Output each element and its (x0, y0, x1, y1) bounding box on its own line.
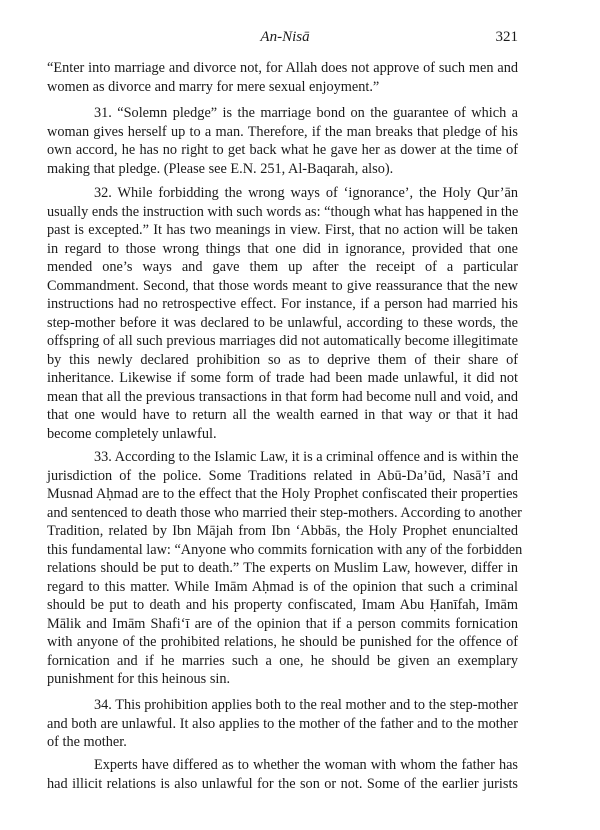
text-line: this fundamental law: “Anyone who commits fornication with any of the forbidden (47, 541, 523, 558)
text-line: past is excepted.” It has two meanings in view. First, that no action will be taken (47, 222, 518, 238)
text-line: 32. While forbidding the wrong ways of ‘ignorance’, the Holy Qur’ān (94, 185, 518, 201)
text-line: punishment for this heinous sin. (47, 671, 231, 687)
text-line: offspring of all such previous marriages did not automatically become illegitimate (47, 333, 518, 349)
text-line: mean that all the previous transactions in that form had become null and void, and (47, 388, 518, 405)
text-line: instructions had no retrospective effect. For instance, if a person had married his (47, 296, 518, 312)
text-line: woman gives herself up to a man. Therefore, if the man breaks that pledge of his (47, 123, 518, 140)
text-line: had illicit relations is also unlawful for the son or not. Some of the earlier jurists (47, 775, 518, 792)
note-31 (47, 104, 518, 178)
text-line: relations should be put to death.” The experts on Muslim Law, however, differ in (47, 560, 518, 576)
text-line: with anyone of the prohibited relations, he should be punished for the offence of (47, 634, 518, 650)
text-line: 34. This prohibition applies both to the real mother and to the step-mother (94, 697, 518, 713)
text-line: that one would have to return all the wealth earned in that way or that it had (47, 407, 518, 423)
paragraph-experts (47, 756, 518, 793)
note-34 (47, 696, 518, 752)
text-line: fornication and if he marries such a one, he should be given an exemplary (47, 652, 518, 669)
running-head-title: An-Nisā (260, 29, 310, 45)
text-line: women as divorce and marry for mere sexual enjoyment.” (47, 78, 380, 95)
text-line: Tradition, related by Ibn Mājah from Ibn ‘Abbās, the Holy Prophet enuncialted (47, 523, 518, 539)
page-number: 321 (495, 29, 518, 45)
text-line: of the mother. (47, 734, 127, 750)
text-line: by this newly declared prohibition so as to deprive them of their share of (47, 351, 518, 368)
text-line: inheritance. Likewise if some form of trade had been made unlawful, it did not (47, 370, 518, 386)
text-line: jurisdiction of the police. Some Traditions related in Abū-Da’ūd, Nasā’ī and (47, 467, 518, 484)
text-line: 33. According to the Islamic Law, it is a criminal offence and is within the (94, 449, 519, 465)
text-line: and both are unlawful. It also applies to the mother of the father and to the mother (47, 715, 518, 732)
paragraph-continuation (47, 59, 518, 96)
text-line: regard to this matter. While Imām Aḥmad is of the opinion that such a criminal (47, 578, 518, 595)
text-line: mended one’s ways and gave them up after the receipt of a particular (47, 259, 518, 275)
note-33 (47, 448, 523, 689)
text-line: own accord, he has no right to get back what he gave her as dower at the time of (47, 142, 518, 158)
text-line: Commandment. Second, that those words meant to give reassurance that the new (47, 277, 518, 294)
text-line: become completely unlawful. (47, 425, 217, 442)
text-line: “Enter into marriage and divorce not, for Allah does not approve of such men and (47, 60, 518, 76)
text-line: making that pledge. (Please see E.N. 251, Al-Baqarah, also). (47, 160, 394, 177)
text-line: step-mother before it was declared to be unlawful, according to these words, the (47, 314, 518, 331)
note-32 (47, 184, 518, 443)
text-line: usually ends the instruction with such words as: “though what has happened in the (47, 203, 519, 220)
text-line: Experts have differed as to whether the woman with whom the father has (94, 757, 518, 773)
text-line: Mālik and Imām Shafi‘ī are of the opinion that if a person commits fornication (47, 615, 518, 632)
text-line: Musnad Aḥmad are to the effect that the Holy Prophet confiscated their properties (47, 486, 518, 502)
text-line: and sentenced to death those who married their step-mothers. According to another (47, 504, 522, 521)
text-line: 31. “Solemn pledge” is the marriage bond on the guarantee of which a (94, 105, 518, 121)
text-line: should be put to death and his property confiscated, Imam Abu Ḥanīfah, Imām (47, 597, 518, 613)
text-line: in regard to those wrong things that one did in ignorance, provided that one (47, 240, 518, 257)
